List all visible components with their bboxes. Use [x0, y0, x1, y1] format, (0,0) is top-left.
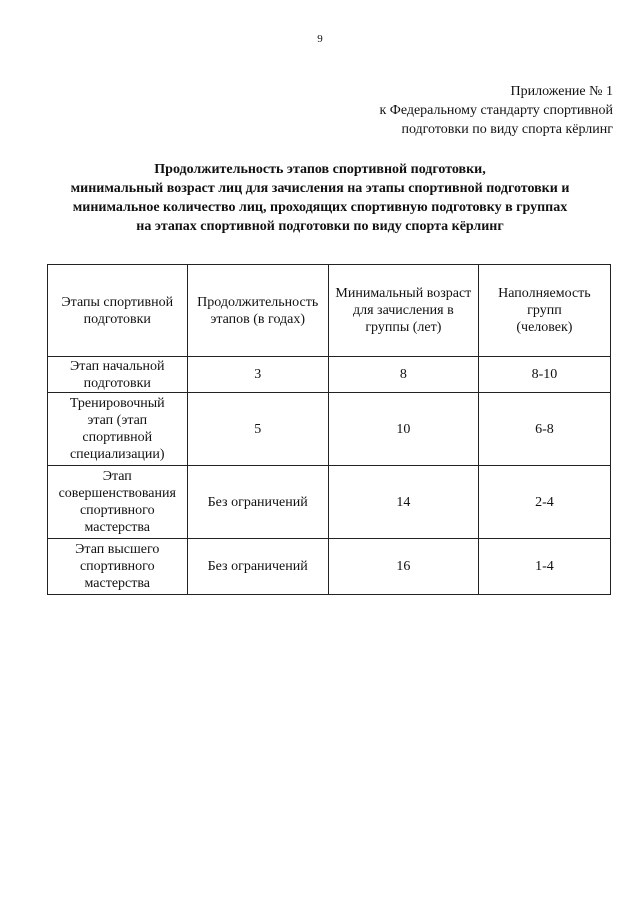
header-group-size — [478, 265, 610, 357]
cell-group-size: 8-10 — [478, 357, 610, 393]
header-min-age — [328, 265, 478, 357]
cell-text: специализации) — [69, 447, 165, 462]
table-row — [48, 393, 611, 466]
appendix-line: к Федеральному стандарту спортивной — [379, 103, 613, 118]
table-row — [48, 357, 611, 393]
page-number: 9 — [317, 33, 323, 45]
cell-text: Этап высшего — [75, 542, 160, 557]
cell-duration: 3 — [187, 357, 328, 393]
header-text: групп — [527, 303, 562, 318]
cell-min-age: 8 — [328, 357, 478, 393]
header-duration — [187, 265, 328, 357]
cell-text: Тренировочный — [69, 396, 165, 411]
appendix-reference — [379, 82, 613, 139]
cell-text: мастерства — [84, 576, 151, 591]
header-text: Наполняемость — [498, 286, 591, 301]
title-line: минимальный возраст лиц для зачисления на этапы спортивной подготовки и — [70, 181, 570, 196]
header-text: подготовки — [83, 311, 151, 327]
cell-duration: Без ограничений — [187, 466, 328, 539]
cell-text: Этап — [102, 469, 132, 484]
cell-duration: Без ограничений — [187, 539, 328, 595]
appendix-line: подготовки по виду спорта кёрлинг — [401, 122, 613, 137]
cell-text: спортивной — [82, 430, 153, 445]
cell-text: совершенствования — [58, 486, 176, 501]
header-text: Продолжительность — [197, 294, 319, 310]
document-title — [20, 160, 620, 236]
cell-text: Этап начальной — [70, 358, 165, 374]
header-stages — [48, 265, 188, 357]
cell-min-age: 14 — [328, 466, 478, 539]
cell-group-size: 2-4 — [478, 466, 610, 539]
table-row — [48, 466, 611, 539]
header-text: этапов (в годах) — [210, 311, 306, 327]
cell-min-age: 10 — [328, 393, 478, 466]
title-line: минимальное количество лиц, проходящих спортивную подготовку в группах — [72, 200, 568, 215]
cell-stage — [48, 466, 188, 539]
header-text: Минимальный возраст — [335, 286, 472, 301]
header-text: группы (лет) — [365, 320, 442, 335]
header-text: (человек) — [516, 320, 573, 335]
header-text: для зачисления в — [353, 303, 454, 318]
stages-table — [47, 264, 611, 595]
cell-text: мастерства — [84, 520, 151, 535]
cell-stage — [48, 357, 188, 393]
title-line: Продолжительность этапов спортивной подготовки, — [154, 162, 486, 177]
table-header-row — [48, 265, 611, 357]
cell-stage — [48, 539, 188, 595]
cell-group-size: 1-4 — [478, 539, 610, 595]
cell-text: спортивного — [79, 503, 155, 518]
cell-text: подготовки — [83, 375, 151, 391]
title-line: на этапах спортивной подготовки по виду спорта кёрлинг — [136, 219, 504, 234]
table-row — [48, 539, 611, 595]
header-text: Этапы спортивной — [61, 294, 174, 310]
cell-text: спортивного — [79, 559, 155, 574]
appendix-line: Приложение № 1 — [510, 84, 613, 99]
cell-duration: 5 — [187, 393, 328, 466]
cell-min-age: 16 — [328, 539, 478, 595]
cell-text: этап (этап — [87, 413, 148, 428]
cell-stage — [48, 393, 188, 466]
cell-group-size: 6-8 — [478, 393, 610, 466]
